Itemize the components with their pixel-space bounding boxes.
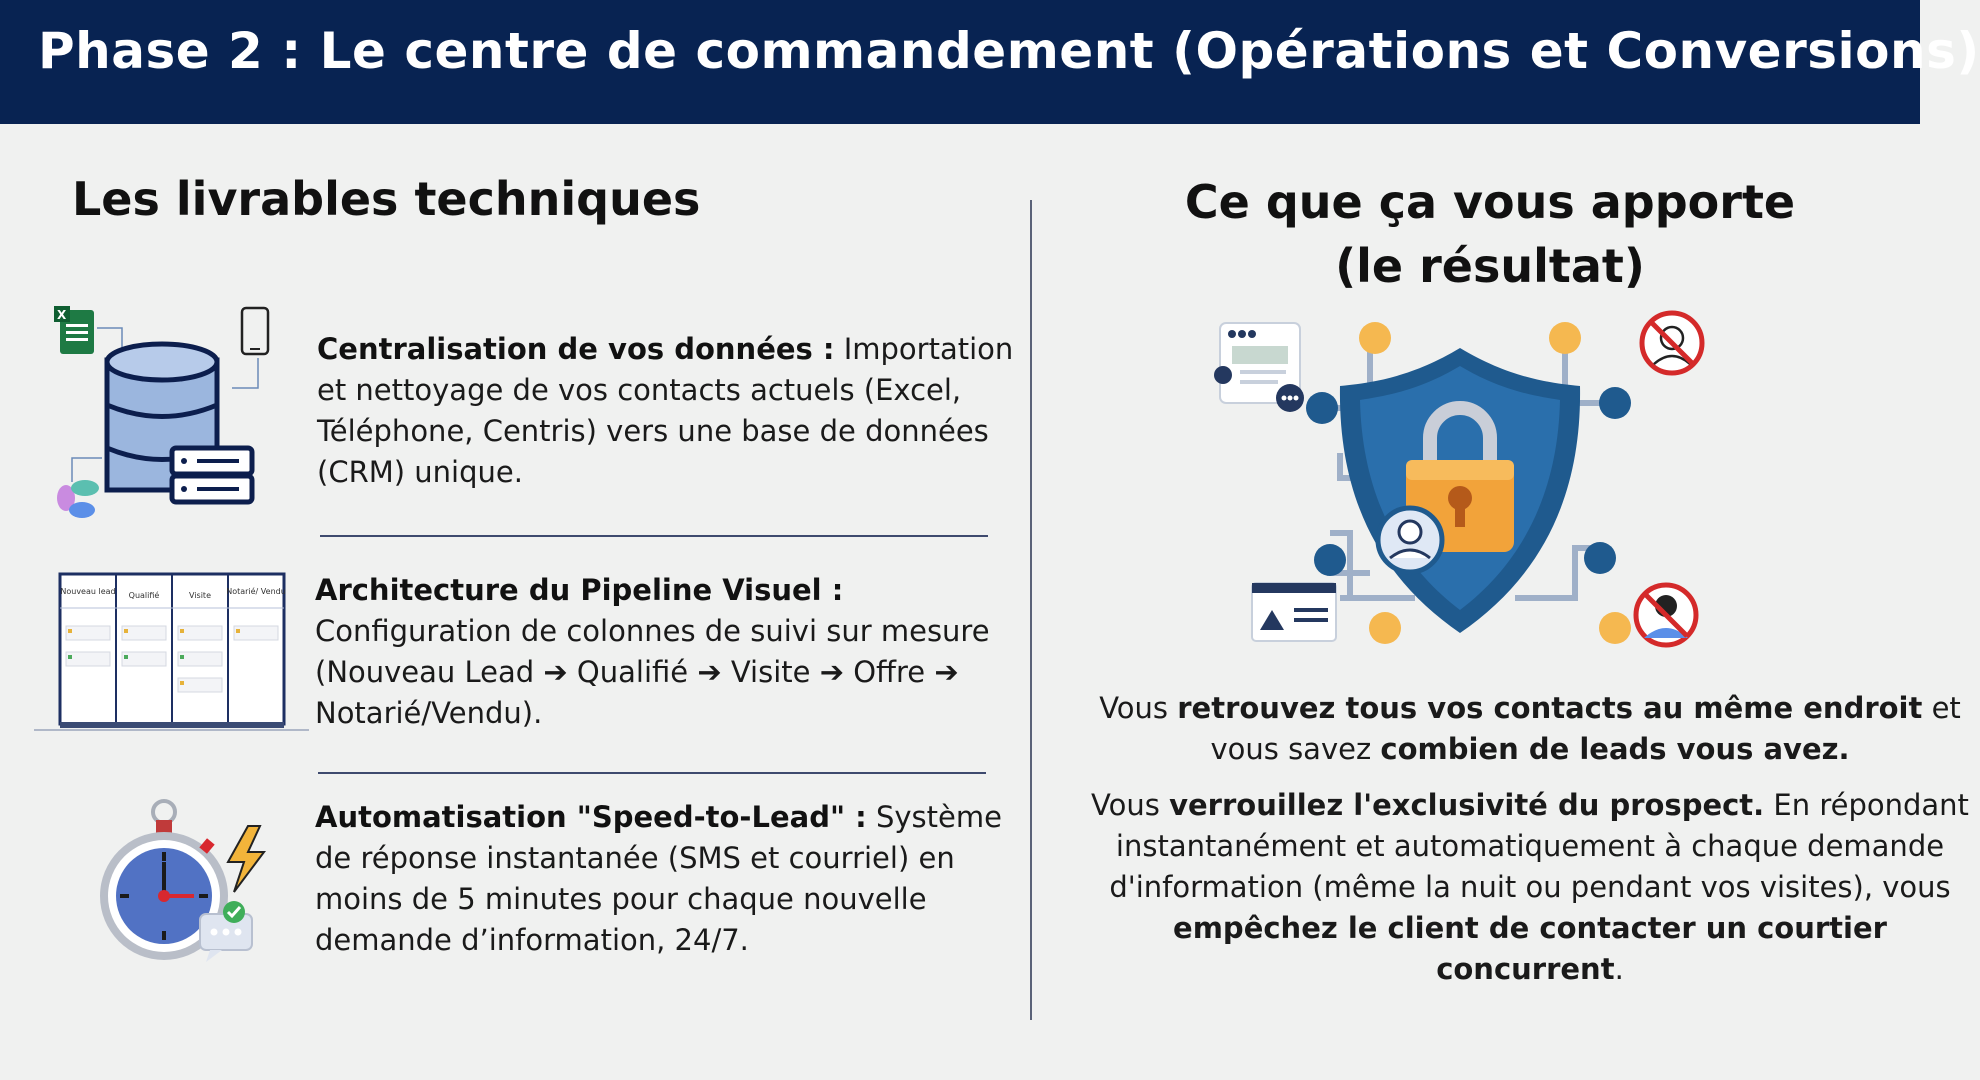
result-2-text-a: Vous (1091, 788, 1170, 822)
app-logo-icon (57, 480, 99, 518)
kanban-col-2: Qualifié (128, 591, 160, 600)
separator-1 (320, 535, 988, 537)
deliverable-automation-text: Système de réponse instantanée (SMS et courriel) en moins de 5 minutes pour chaque nouvelle demande d’information, 24/7. (315, 800, 1002, 957)
result-2-bold-a: verrouillez l'exclusivité du prospect. (1169, 788, 1765, 822)
deliverable-centralisation (317, 329, 1017, 493)
lightning-icon (228, 826, 264, 892)
kanban-col-1: Nouveau lead (60, 587, 116, 596)
right-section-title (1040, 170, 1940, 298)
phone-icon (242, 308, 268, 354)
deliverable-pipeline (315, 570, 1015, 734)
image-card-icon (1252, 583, 1336, 641)
shield-lock-illustration (1210, 308, 1710, 648)
left-section-title: Les livrables techniques (72, 172, 701, 226)
shield-lock-icon (1340, 348, 1580, 633)
result-2-text-b: En répondant instantanément et automatiquement à chaque demande d'information (même la nuit ou pendant vos visites), vous (1109, 788, 1969, 904)
right-title-line1: Ce que ça vous apporte (1184, 175, 1796, 229)
result-2-bold-b: empêchez le client de contacter un courtier concurrent (1173, 911, 1887, 986)
browser-card-icon (1214, 323, 1304, 412)
result-1-bold-b: combien de leads vous avez. (1380, 732, 1850, 766)
kanban-board-icon (34, 572, 309, 734)
kanban-col-3: Visite (189, 591, 211, 600)
column-divider (1030, 200, 1032, 1020)
kanban-col-4: Notarié/ Vendu (226, 587, 286, 596)
header-banner (0, 0, 1980, 124)
result-2-text-c: . (1614, 952, 1624, 986)
deliverable-pipeline-title: Architecture du Pipeline Visuel : (315, 573, 844, 607)
deliverable-automation-title: Automatisation "Speed-to-Lead" : (315, 800, 867, 834)
result-1-text-b: et vous savez (1210, 691, 1961, 766)
result-1-bold-a: retrouvez tous vos contacts au même endroit (1177, 691, 1923, 725)
svg-text:X: X (57, 308, 67, 322)
deliverable-centralisation-text: Importation et nettoyage de vos contacts actuels (Excel, Téléphone, Centris) vers une base de données (CRM) unique. (317, 332, 1014, 489)
user-avatar-icon (1378, 508, 1442, 572)
deliverable-centralisation-title: Centralisation de vos données : (317, 332, 835, 366)
database-illustration (52, 300, 277, 530)
database-icon (107, 344, 252, 502)
deliverable-automation (315, 797, 1015, 961)
no-competitor-icon (1642, 313, 1702, 373)
page-title: Phase 2 : Le centre de commandement (Opérations et Conversions) (38, 22, 1980, 80)
separator-2 (318, 772, 986, 774)
right-title-line2: (le résultat) (1335, 239, 1645, 293)
excel-icon (54, 306, 94, 354)
result-paragraph-1 (1080, 688, 1980, 770)
result-paragraph-2 (1080, 785, 1980, 990)
result-1-text-a: Vous (1099, 691, 1178, 725)
deliverable-pipeline-text: Configuration de colonnes de suivi sur mesure (Nouveau Lead ➔ Qualifié ➔ Visite ➔ Offre ➔ Notarié/Vendu). (315, 614, 990, 730)
stopwatch-illustration (98, 796, 278, 971)
no-competitor-icon-2 (1636, 585, 1696, 645)
